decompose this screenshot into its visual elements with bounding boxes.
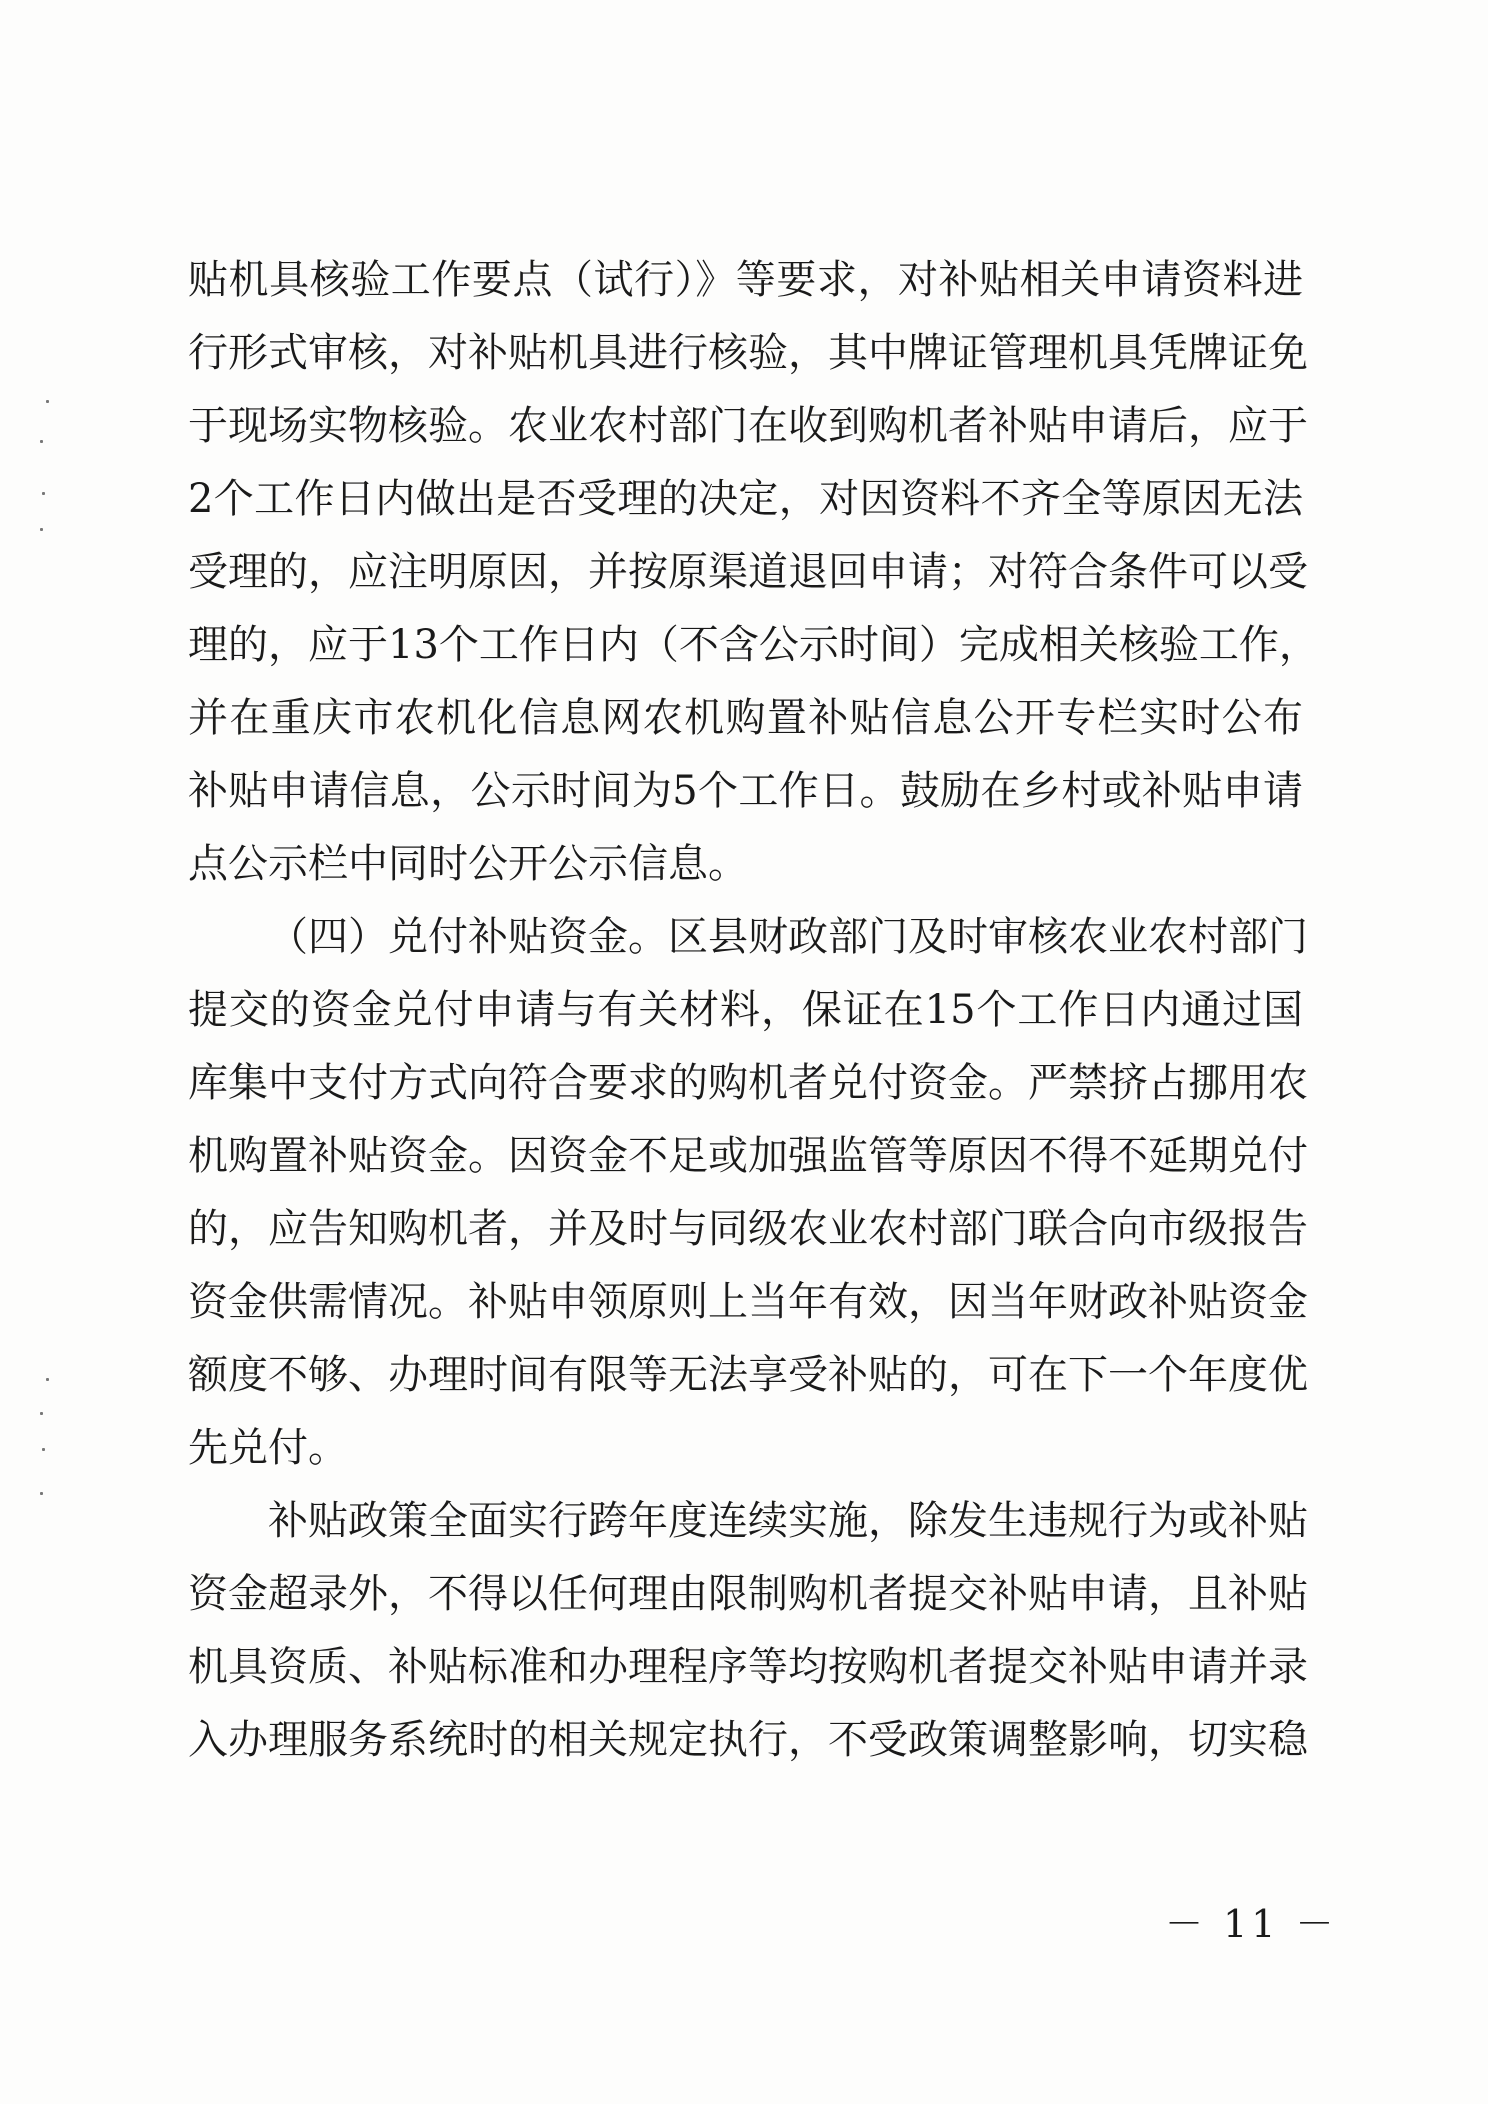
text-line: 贴机具核验工作要点（试行）》等要求，对补贴相关申请资料进 bbox=[188, 257, 1303, 303]
text-line: 额度不够、办理时间有限等无法享受补贴的，可在下一个年度优 bbox=[188, 1352, 1308, 1398]
text-line: 补贴政策全面实行跨年度连续实施，除发生违规行为或补贴 bbox=[268, 1498, 1308, 1544]
text-line: 提交的资金兑付申请与有关材料，保证在15个工作日内通过国 bbox=[188, 987, 1303, 1033]
text-line: 资金超录外，不得以任何理由限制购机者提交补贴申请，且补贴 bbox=[188, 1571, 1308, 1617]
text-line: 于现场实物核验。农业农村部门在收到购机者补贴申请后，应于 bbox=[188, 403, 1308, 449]
text-line: 并在重庆市农机化信息网农机购置补贴信息公开专栏实时公布 bbox=[188, 695, 1303, 741]
section-heading-line: （四）兑付补贴资金。区县财政部门及时审核农业农村部门 bbox=[268, 914, 1308, 960]
text-line: 入办理服务系统时的相关规定执行，不受政策调整影响，切实稳 bbox=[188, 1717, 1308, 1763]
text-line: 点公示栏中同时公开公示信息。 bbox=[188, 841, 748, 887]
text-line: 2个工作日内做出是否受理的决定，对因资料不齐全等原因无法 bbox=[188, 476, 1303, 522]
text-line: 补贴申请信息，公示时间为5个工作日。鼓励在乡村或补贴申请 bbox=[188, 768, 1303, 814]
text-line: 先兑付。 bbox=[188, 1425, 348, 1471]
text-line: 行形式审核，对补贴机具进行核验，其中牌证管理机具凭牌证免 bbox=[188, 330, 1308, 376]
text-line: 的，应告知购机者，并及时与同级农业农村部门联合向市级报告 bbox=[188, 1206, 1308, 1252]
page-number: － 11 － bbox=[1165, 1902, 1338, 1946]
text-line: 库集中支付方式向符合要求的购机者兑付资金。严禁挤占挪用农 bbox=[188, 1060, 1308, 1106]
text-line: 受理的，应注明原因，并按原渠道退回申请；对符合条件可以受 bbox=[188, 549, 1308, 595]
text-line: 机购置补贴资金。因资金不足或加强监管等原因不得不延期兑付 bbox=[188, 1133, 1308, 1179]
text-line: 理的，应于13个工作日内（不含公示时间）完成相关核验工作， bbox=[188, 622, 1319, 668]
text-line: 资金供需情况。补贴申领原则上当年有效，因当年财政补贴资金 bbox=[188, 1279, 1308, 1325]
text-line: 机具资质、补贴标准和办理程序等均按购机者提交补贴申请并录 bbox=[188, 1644, 1308, 1690]
